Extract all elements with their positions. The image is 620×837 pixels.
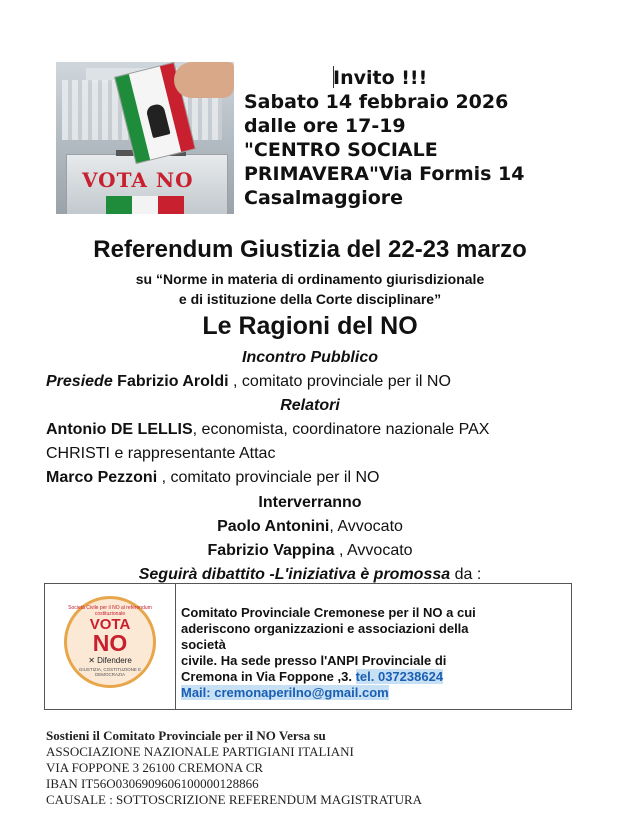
time-line: dalle ore 17-19 (244, 115, 406, 137)
interverranno-label: Interverranno (258, 494, 362, 511)
promoter-mail-line (181, 685, 389, 701)
logo-ring-text: Società Civile per il NO al referendum costituzionale (68, 605, 152, 617)
relatore-2-name: Marco Pezzoni (46, 469, 158, 486)
venue-line-2: PRIMAVERA"Via Formis 14 (244, 163, 525, 185)
dibattito-plain: da : (450, 566, 482, 583)
presiede-name: Fabrizio Aroldi (112, 373, 229, 390)
vota-no-photo (56, 62, 234, 214)
presiede-line (46, 373, 451, 391)
logo-vota: VOTA (89, 616, 131, 633)
promoter-line-2: aderiscono organizzazioni e associazioni della (181, 621, 469, 636)
presiede-role: , comitato provinciale per il NO (228, 373, 451, 390)
promoter-line-4: civile. Ha sede presso l'ANPI Provinciale di (181, 653, 447, 668)
relatore-1-role-cont: CHRISTI e rappresentante Attac (46, 445, 276, 462)
subtitle-line-1: su “Norme in materia di ordinamento giurisdizionale (135, 271, 485, 287)
promoter-address: Cremona in Via Foppone ,3. (181, 669, 356, 684)
date-line: Sabato 14 febbraio 2026 (244, 91, 509, 113)
interveniente-2-name: Fabrizio Vappina (207, 542, 335, 559)
city-line: Casalmaggiore (244, 187, 404, 209)
support-heading: Sostieni il Comitato Provinciale per il NO Versa su (46, 728, 326, 743)
interveniente-1-line (0, 518, 620, 536)
logo-no: NO (92, 630, 128, 656)
venue-line-1: "CENTRO SOCIALE (244, 139, 438, 161)
referendum-title: Referendum Giustizia del 22-23 marzo (93, 236, 527, 263)
promoter-line-3: società (181, 637, 226, 652)
relatore-1-role: , economista, coordinatore nazionale PAX (192, 421, 490, 438)
support-line-2: VIA FOPPONE 3 26100 CREMONA CR (46, 760, 264, 775)
subtitle-line-2: e di istituzione della Corte disciplinare” (178, 291, 442, 307)
promoter-address-line (181, 669, 443, 685)
relatori-label: Relatori (280, 397, 340, 414)
dibattito-bold: Seguirà dibattito -L'iniziativa è promossa (138, 566, 451, 583)
presiede-label: Presiede (46, 373, 113, 390)
support-causale: CAUSALE : SOTTOSCRIZIONE REFERENDUM MAGISTRATURA (46, 792, 423, 807)
relatore-1-line (46, 421, 489, 439)
support-iban: IBAN IT56O0306909606100000128866 (46, 776, 259, 791)
promoter-mail-link[interactable]: Mail: cremonaperilno@gmail.com (181, 685, 389, 700)
vota-no-logo (64, 596, 156, 688)
invito-line: Invito !!! (333, 67, 428, 89)
dibattito-line (0, 566, 620, 584)
logo-difendere: ✕ Difendere (88, 656, 132, 665)
interveniente-1-name: Paolo Antonini (217, 518, 330, 535)
interveniente-2-role: , Avvocato (334, 542, 413, 559)
relatore-2-role: , comitato provinciale per il NO (157, 469, 380, 486)
relatore-2-line (46, 469, 379, 487)
logo-motto: GIUSTIZIA, COSTITUZIONE E DEMOCRAZIA (78, 667, 142, 677)
relatore-1-name: Antonio DE LELLIS (46, 421, 193, 438)
main-heading: Le Ragioni del NO (202, 312, 418, 340)
promoter-line-1: Comitato Provinciale Cremonese per il NO a cui (181, 605, 476, 620)
interveniente-1-role: , Avvocato (329, 518, 403, 535)
promoter-divider (175, 584, 176, 709)
photo-vota-no-text: VOTA NO (82, 168, 194, 192)
interveniente-2-line (0, 542, 620, 560)
incontro-pubblico: Incontro Pubblico (242, 349, 378, 366)
promoter-tel-link[interactable]: tel. 037238624 (355, 669, 444, 684)
hand-illustration (174, 62, 234, 98)
support-line-1: ASSOCIAZIONE NAZIONALE PARTIGIANI ITALIANI (46, 744, 354, 759)
